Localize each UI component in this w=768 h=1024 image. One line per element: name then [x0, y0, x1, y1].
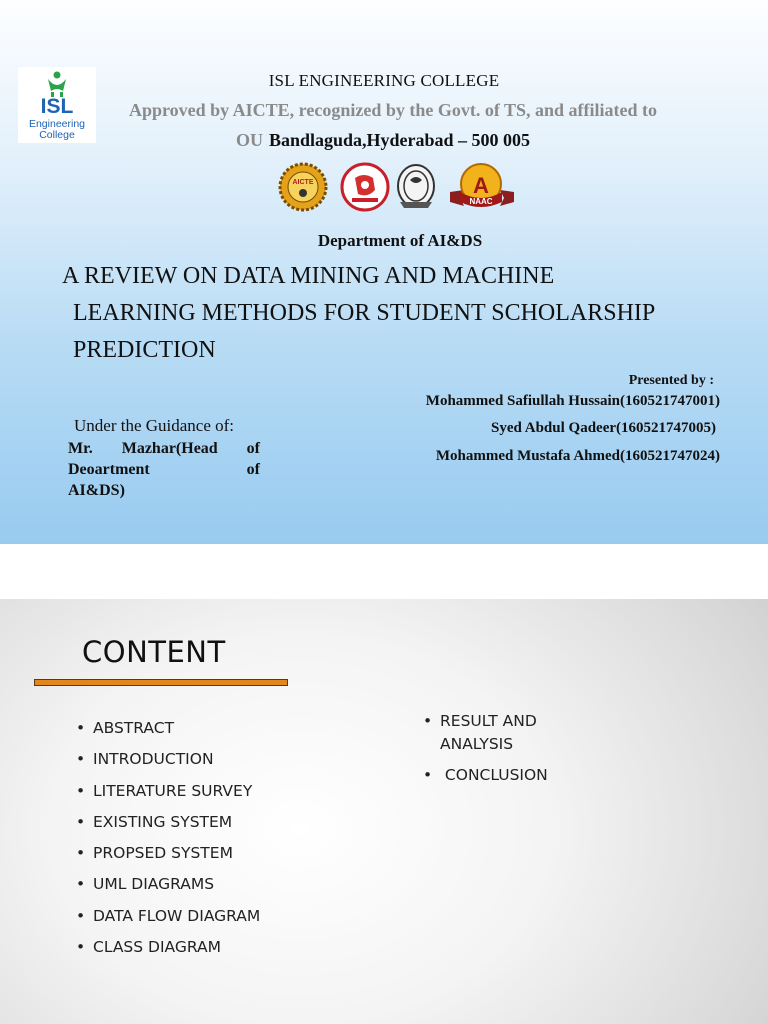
list-item [76, 842, 276, 865]
bullet-icon: • [76, 938, 86, 957]
bullet-icon: • [76, 781, 86, 800]
bullet-icon: • [76, 719, 86, 737]
bullet-icon: • [76, 875, 86, 894]
guidance-label: Under the Guidance of: [74, 416, 235, 435]
list-item [423, 710, 583, 756]
address-line [236, 130, 530, 151]
logo-text-college: College [39, 129, 75, 141]
bullet-icon: • [76, 906, 86, 925]
heading-underline [34, 679, 288, 686]
list-item [76, 873, 276, 896]
team-member: Mohammed Safiullah Hussain(160521747001) [425, 393, 720, 409]
address-text: Bandlaguda,Hyderabad – 500 005 [269, 130, 531, 150]
title-line: LEARNING METHODS FOR STUDENT SCHOLARSHIP [73, 300, 656, 326]
content-heading: CONTENT [82, 635, 226, 669]
list-item-label: RESULT AND ANALYSIS [440, 712, 537, 753]
list-item [76, 748, 276, 771]
list-item-label: PROPSED SYSTEM [93, 844, 233, 863]
college-name: ISL ENGINEERING COLLEGE [268, 71, 500, 90]
list-item-label: UML DIAGRAMS [93, 875, 215, 894]
osmania-university-emblem-icon [394, 162, 438, 212]
approval-line: Approved by AICTE, recognized by the Govt. of TS, and affiliated to [128, 100, 658, 120]
address-prefix: OU [236, 130, 263, 150]
bullet-icon: • [423, 712, 433, 730]
list-item [76, 811, 276, 834]
naac-a-grade-icon [448, 162, 516, 212]
bullet-icon: • [76, 844, 86, 863]
presented-by-label: Presented by : [628, 373, 714, 388]
grade-text: A [473, 173, 489, 198]
list-item-label: CONCLUSION [440, 766, 548, 784]
bullet-icon: • [423, 766, 433, 784]
content-list-left [76, 717, 276, 967]
list-item-label: EXISTING SYSTEM [93, 812, 233, 831]
list-item-label: DATA FLOW DIAGRAM [93, 906, 261, 925]
list-item [76, 905, 276, 928]
guide-name [68, 438, 260, 501]
aicte-text: AICTE [292, 179, 314, 186]
bullet-icon: • [76, 812, 86, 831]
department-label: Department of AI&DS [317, 231, 483, 250]
list-item [76, 717, 276, 740]
list-item-label: ABSTRACT [93, 719, 175, 737]
logo-text-isl: ISL [40, 95, 74, 118]
guide-line: Deoartment of [68, 461, 260, 478]
content-list-right [423, 710, 583, 795]
naac-emblem-icon [340, 162, 390, 212]
guide-line: AI&DS) [68, 482, 125, 499]
list-item [76, 936, 276, 959]
team-member: Syed Abdul Qadeer(160521747005) [490, 420, 716, 436]
list-item-label: CLASS DIAGRAM [93, 938, 221, 957]
naac-text: NAAC [469, 197, 493, 206]
logo-text-engineering: Engineering [28, 118, 86, 130]
presentation-title [62, 258, 742, 369]
list-item [76, 780, 276, 803]
list-item-label: LITERATURE SURVEY [93, 781, 253, 800]
list-item-label: INTRODUCTION [93, 750, 214, 769]
aicte-emblem-icon [278, 162, 328, 212]
title-line: A REVIEW ON DATA MINING AND MACHINE [62, 263, 555, 289]
guide-line: Mr. Mazhar(Head of [68, 440, 260, 457]
team-member: Mohammed Mustafa Ahmed(160521747024) [435, 448, 720, 464]
bullet-icon: • [76, 750, 86, 769]
title-line: PREDICTION [73, 337, 216, 363]
list-item [423, 764, 583, 787]
content-slide [0, 599, 768, 1024]
